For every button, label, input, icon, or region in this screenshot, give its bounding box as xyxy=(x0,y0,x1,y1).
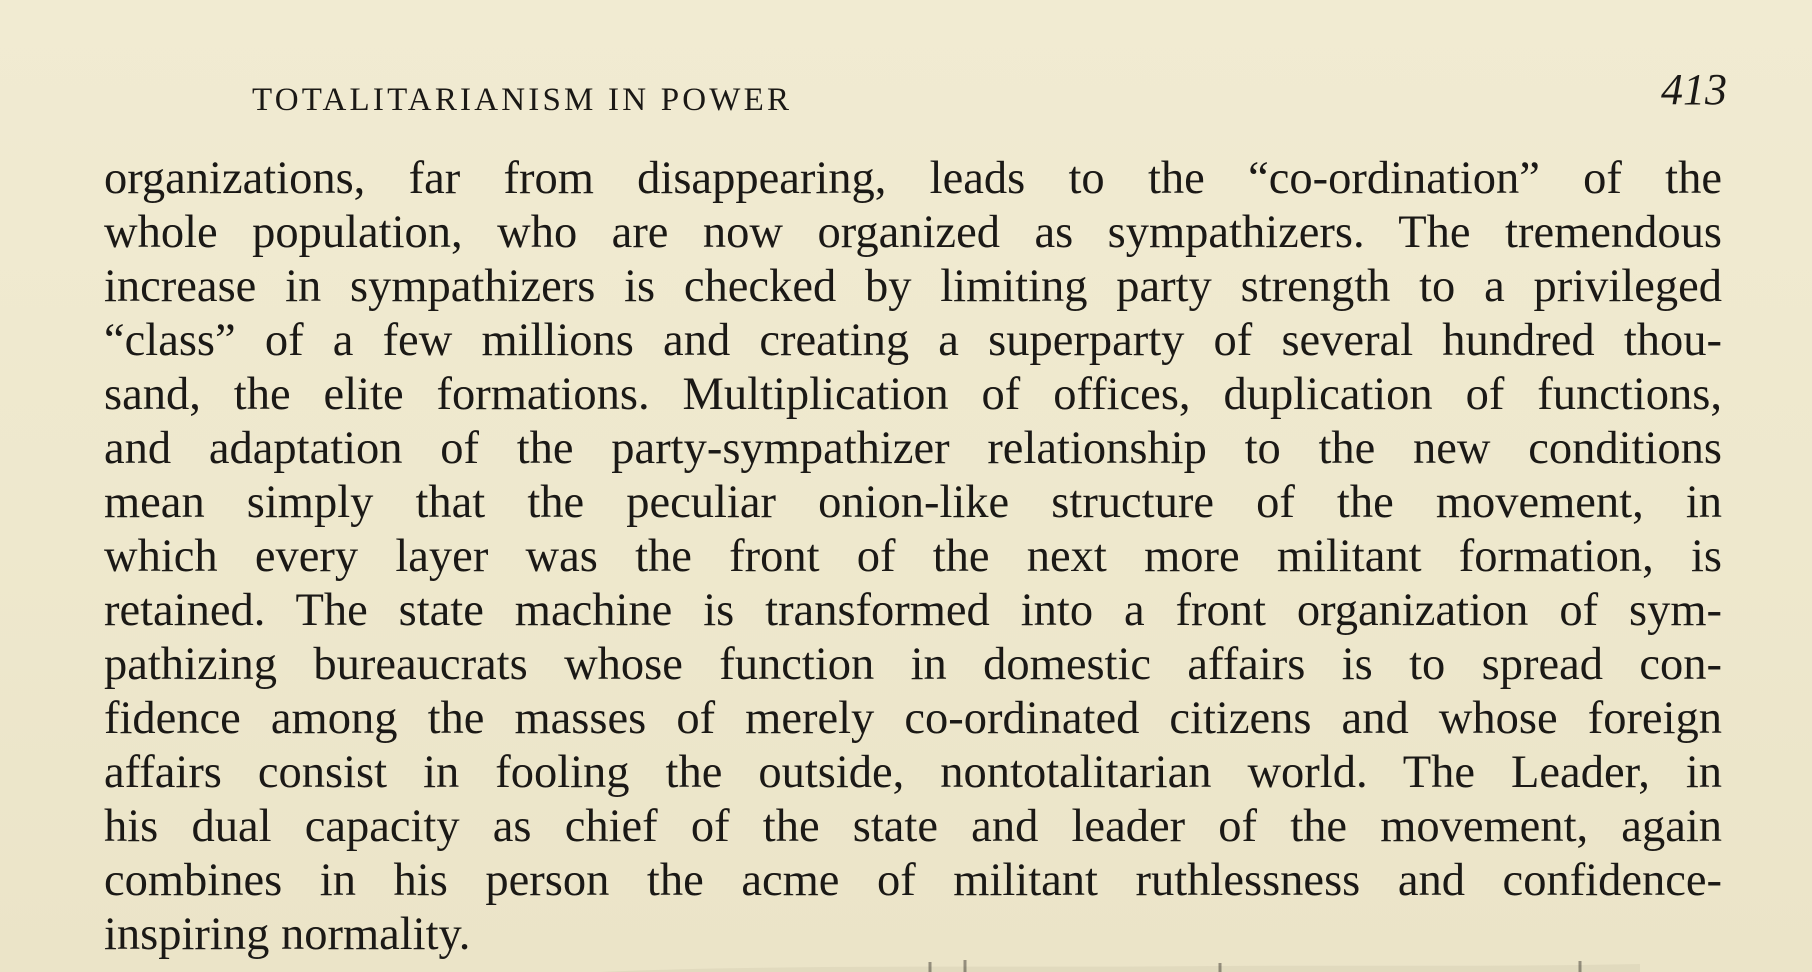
text-line-3: increase in sympathizers is checked by limiting party strength to a privileged xyxy=(104,261,1722,312)
page-number: 413 xyxy=(1661,65,1727,114)
text-line-4: “class” of a few millions and creating a superparty of several hundred thou- xyxy=(104,315,1722,366)
running-head: TOTALITARIANISM IN POWER xyxy=(252,82,793,118)
cropped-next-line-fragment xyxy=(600,958,1640,972)
text-line-2: whole population, who are now organized as sympathizers. The tremendous xyxy=(104,207,1722,258)
text-line-10: pathizing bureaucrats whose function in domestic affairs is to spread con- xyxy=(104,639,1722,690)
text-line-11: fidence among the masses of merely co-ordinated citizens and whose foreign xyxy=(104,693,1722,744)
text-line-6: and adaptation of the party-sympathizer relationship to the new conditions xyxy=(104,423,1722,474)
text-line-15: inspiring normality. xyxy=(104,909,471,960)
text-line-1: organizations, far from disappearing, leads to the “co-ordination” of the xyxy=(104,153,1722,204)
body-text xyxy=(104,152,1722,962)
text-line-12: affairs consist in fooling the outside, nontotalitarian world. The Leader, in xyxy=(104,747,1722,798)
text-line-13: his dual capacity as chief of the state and leader of the movement, again xyxy=(104,801,1722,852)
text-line-14: combines in his person the acme of militant ruthlessness and confidence- xyxy=(104,855,1722,906)
text-line-9: retained. The state machine is transformed into a front organization of sym- xyxy=(104,585,1722,636)
text-line-8: which every layer was the front of the next more militant formation, is xyxy=(104,531,1722,582)
text-line-7: mean simply that the peculiar onion-like structure of the movement, in xyxy=(104,477,1722,528)
text-line-5: sand, the elite formations. Multiplication of offices, duplication of functions, xyxy=(104,369,1722,420)
